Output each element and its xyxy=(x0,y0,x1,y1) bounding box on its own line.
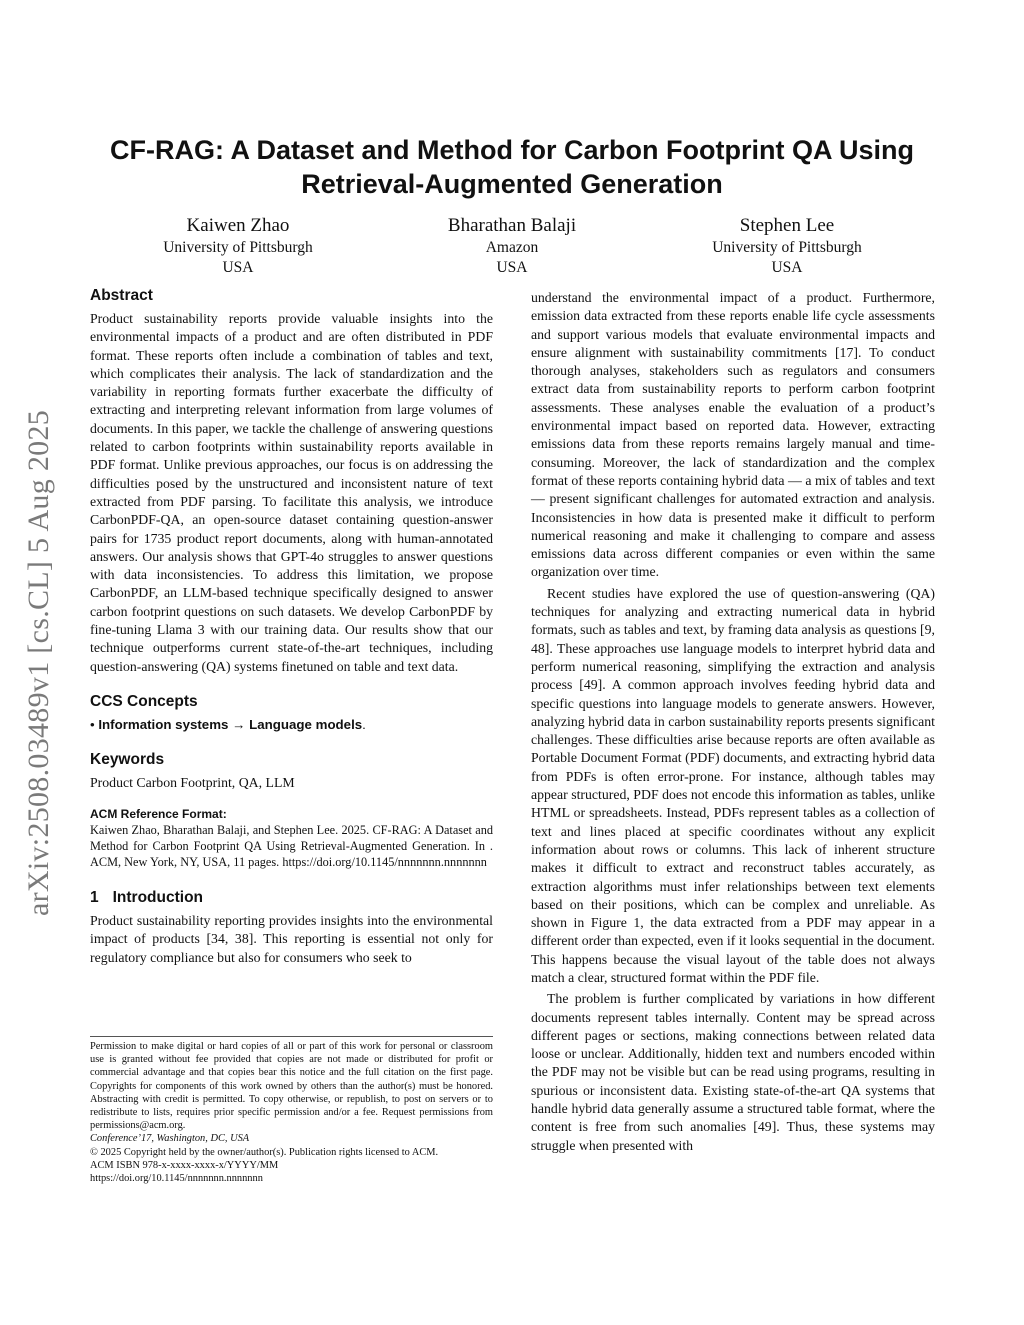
copyright-footnote xyxy=(90,1036,493,1185)
author-name: Bharathan Balaji xyxy=(447,215,577,236)
isbn-line: ACM ISBN 978-x-xxxx-xxxx-x/YYYY/MM xyxy=(90,1159,279,1171)
keywords-section xyxy=(90,750,493,792)
arxiv-stamp xyxy=(18,378,60,948)
ccs-heading: CCS Concepts xyxy=(90,692,198,710)
intro-paragraph-2: Recent studies have explored the use of question-answering (QA) techniques for analyzing and extracting numerical data in hybrid formats, such as tables and text, by framing data analysis as questions [9, 48]. These approaches use language models to interpret hybrid data and perform numerical reasoning, simplifying the extraction and analysis process [49]. A common approach involves feeding hybrid data and specific questions into language models to generate answers. However, analyzing hybrid data in carbon sustainability reports presents significant challenges. These difficulties arise because reports are often available as Portable Document Format (PDF) documents, and extracting hybrid data from PDFs is often error-prone. For instance, although tables may appear structured, PDF does not encode this information as tables, unlike HTML or spreadsheets. Instead, PDFs represent tables as a collection of text and lines placed at specific coordinates without any explicit information about rows or columns. This lack of inherent structure makes it difficult to extract and reconstruct tables accurately, as extraction algorithms must infer relationships between text elements based on their positions, which can be complex and unreliable. As shown in Figure 1, the data extracted from a PDF may appear in a different order than expected, even if it looks sequential in the document. This happens because the visual layout of the table does not always match a clear, structured format within the PDF file. xyxy=(531,585,935,985)
ccs-section xyxy=(90,692,493,734)
arxiv-id: arXiv:2508.03489v1 [cs.CL] 5 Aug 2025 xyxy=(22,409,55,917)
author-country: USA xyxy=(222,259,254,276)
keywords-heading: Keywords xyxy=(90,751,165,769)
left-column xyxy=(90,286,493,967)
author-country: USA xyxy=(771,259,803,276)
author-affiliation: Amazon xyxy=(485,239,539,256)
ccs-concept: Language models xyxy=(249,716,363,732)
doi-line: https://doi.org/10.1145/nnnnnnn.nnnnnnn xyxy=(90,1173,263,1185)
acm-reference-text: Kaiwen Zhao, Bharathan Balaji, and Stephen Lee. 2025. CF-RAG: A Dataset and Method for Carbon Footprint QA Using Retrieval-Augmented Generation. In . ACM, New York, NY, USA, 11 pages. https://doi.org/10.1145/nnnnnnn.nnnnnnn xyxy=(90,822,493,869)
author-country: USA xyxy=(496,259,528,276)
abstract-text: Product sustainability reports provide valuable insights into the environmental impacts of a product and are often distributed in PDF format. These reports often include a combination of tables and text, which complicates their analysis. The lack of standardization and the variability in reporting formats further exacerbate the difficulty of extracting and interpreting relevant information from large volumes of documents. In this paper, we tackle the challenge of answering questions related to carbon footprints within sustainability reports available in PDF format. Unlike previous approaches, our focus is on addressing the difficulties posed by the unstructured and inconsistent nature of text extracted from PDF parsing. To facilitate this analysis, we introduce CarbonPDF-QA, an open-source dataset containing question-answer pairs for 1735 product report documents, along with human-annotated answers. Our analysis shows that GPT-4o struggles to answer questions with data inconsistencies. To address this limitation, we propose CarbonPDF, an LLM-based technique specifically designed to answer carbon footprint questions on such datasets. We develop CarbonPDF by fine-tuning Llama 3 with our training data. Our results show that our technique outperforms current state-of-the-art techniques, including question-answering (QA) systems finetuned on table and text data. xyxy=(90,311,493,674)
intro-paragraph-1-start: Product sustainability reporting provides insights into the environmental impact of products [34, 38]. This reporting is essential not only for regulatory compliance but also for consumers who seek to xyxy=(90,913,493,965)
introduction-section xyxy=(90,888,493,967)
section-title: Introduction xyxy=(112,889,204,907)
author-2 xyxy=(382,214,642,278)
introduction-heading xyxy=(90,888,493,908)
conference-venue: Conference’17, Washington, DC, USA xyxy=(90,1133,250,1145)
author-3 xyxy=(657,214,917,278)
right-column xyxy=(531,289,935,1155)
ccs-bullet: • xyxy=(90,716,95,732)
author-affiliation: University of Pittsburgh xyxy=(163,239,313,256)
abstract-heading: Abstract xyxy=(90,287,153,304)
keywords-text: Product Carbon Footprint, QA, LLM xyxy=(90,775,295,791)
copyright-line: © 2025 Copyright held by the owner/author(s). Publication rights licensed to ACM. xyxy=(90,1146,439,1158)
ccs-concepts xyxy=(90,716,493,734)
paper-title: CF-RAG: A Dataset and Method for Carbon Footprint QA Using Retrieval-Augmented Generation xyxy=(110,135,914,199)
permission-notice: Permission to make digital or hard copies of all or part of this work for personal or classroom use is granted without fee provided that copies are not made or distributed for profit or commercial advantage and that copies bear this notice and the full citation on the first page. Copyrights for components of this work owned by others than the author(s) must be honored. Abstracting with credit is permitted. To copy otherwise, or republish, to post on servers or to redistribute to lists, requires prior specific permission and/or a fee. Request permissions from permissions@acm.org. xyxy=(90,1041,493,1132)
abstract-section xyxy=(90,286,493,676)
ccs-end: . xyxy=(362,716,366,732)
author-name: Stephen Lee xyxy=(739,215,835,236)
intro-paragraph-1-continued: understand the environmental impact of a product. Furthermore, emission data extracted from these reports enable life cycle assessments and support various models that evaluate environmental impacts and ensure alignment with sustainability commitments [17]. To conduct thorough analyses, stakeholders such as regulators and consumers extract data from sustainability reports to perform carbon footprint assessments. These analyses enable the evaluation of a product’s environmental impact based on reported data. However, extracting emissions data from these reports remains largely manual and time-consuming. Moreover, the lack of standardization and the complex format of these reports containing hybrid data — a mix of tables and text — present significant challenges for automated extraction and analysis. Inconsistencies in how data is presented make it difficult to perform numerical reasoning and make it challenging to compare and assess emissions data across different companies or even within the same organization over time. xyxy=(531,290,935,580)
intro-paragraph-3: The problem is further complicated by variations in how different documents represent tables internally. Content may be spread across different pages or sections, making connections between related data loose or unclear. Additionally, hidden text and numbers encoded within the PDF may not be visible but can be read using programs, resulting in spurious or inconsistent data. Existing state-of-the-art QA systems that handle hybrid data generally assume a structured table format, where the content is free from such anomalies [49]. Thus, these systems may struggle when presented with xyxy=(531,991,935,1153)
author-affiliation: University of Pittsburgh xyxy=(712,239,862,256)
author-1 xyxy=(108,214,368,278)
section-number: 1 xyxy=(90,889,99,907)
acm-reference-heading: ACM Reference Format: xyxy=(90,806,227,821)
ccs-category: Information systems xyxy=(98,716,229,732)
ccs-arrow: → xyxy=(232,716,246,732)
acm-reference-section xyxy=(90,806,493,871)
author-name: Kaiwen Zhao xyxy=(186,215,290,236)
author-block xyxy=(90,214,934,280)
